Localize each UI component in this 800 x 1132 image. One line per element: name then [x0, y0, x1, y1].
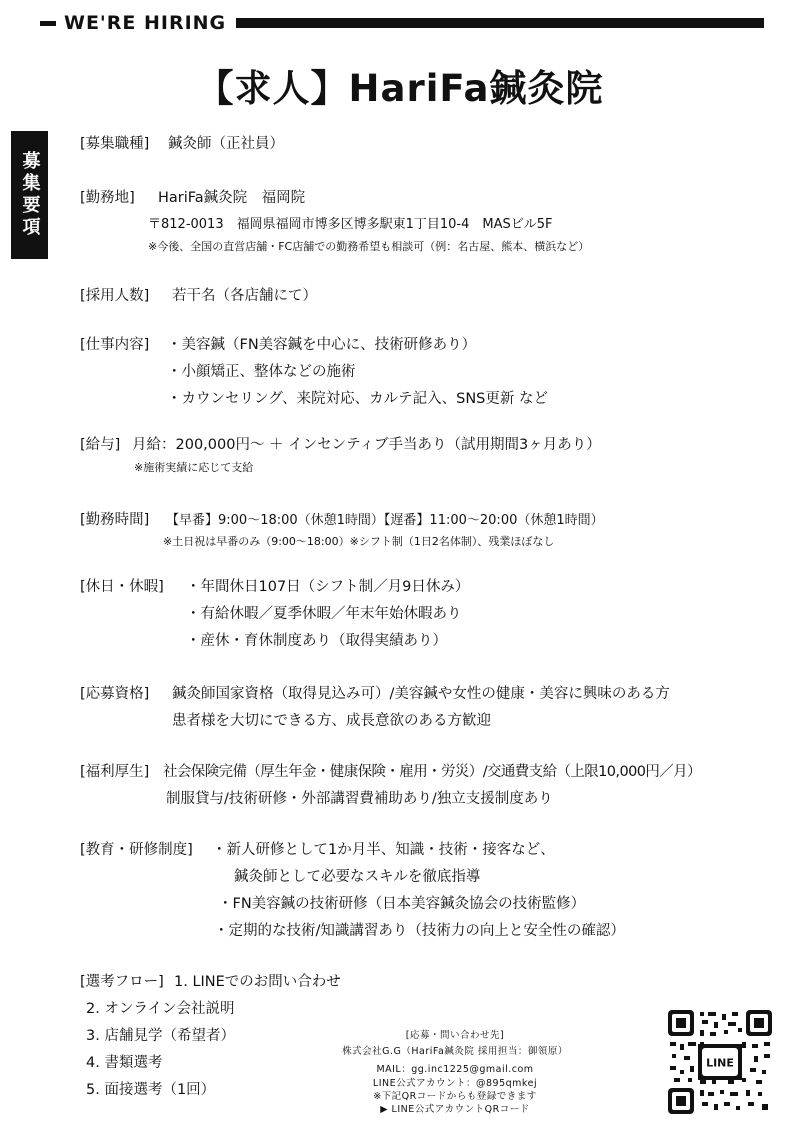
duties-item: ・小顔矯正、整体などの施術 [167, 364, 356, 380]
hours-note: ※土日祝は早番のみ（9:00～18:00）※シフト制（1日2名体制）、残業ほぼなし [163, 535, 555, 548]
qualifications-label: [応募資格] [80, 686, 150, 702]
duties-label: [仕事内容] [80, 337, 150, 353]
salary-text: 月給：200,000円～ ＋ インセンティブ手当あり（試用期間3ヶ月あり） [132, 437, 601, 453]
holidays-item: ・年間休日107日（シフト制／月9日休み） [186, 579, 470, 595]
salary-note: ※施術実績に応じて支給 [134, 461, 254, 474]
workplace-name: HariFa鍼灸院 福岡院 [158, 190, 306, 206]
duties-item: ・美容鍼（FN美容鍼を中心に、技術研修あり） [167, 337, 477, 353]
contact-company: 株式会社G.G（HariFa鍼灸院 採用担当：御領原） [342, 1046, 568, 1057]
contact-line-account: LINE公式アカウント：@895qmkej [372, 1078, 538, 1089]
training-line: ・FN美容鍼の技術研修（日本美容鍼灸協会の技術監修） [218, 896, 586, 912]
holidays-item: ・産休・育休制度あり（取得実績あり） [186, 633, 447, 649]
contact-mail[interactable]: MAIL：gg.inc1225@gmail.com [376, 1064, 534, 1075]
headcount-label: [採用人数] [80, 288, 150, 304]
side-label: 募集要項 [11, 131, 48, 259]
benefits-line: 制服貸与/技術研修・外部講習費補助あり/独立支援制度あり [166, 791, 553, 807]
workplace-label: [勤務地] [80, 190, 135, 206]
benefits-label: [福利厚生] [80, 764, 150, 780]
workplace-note: ※今後、全国の直営店舗・FC店舗での勤務希望も相談可（例：名古屋、熊本、横浜など） [148, 240, 590, 253]
hiring-badge: WE'RE HIRING [64, 12, 227, 34]
header-rule-right [236, 18, 764, 28]
salary-label: [給与] [80, 437, 121, 453]
position-text: 鍼灸師（正社員） [168, 136, 284, 152]
benefits-line: 社会保険完備（厚生年金・健康保険・雇用・労災）/交通費支給（上限10,000円／月） [163, 764, 701, 780]
contact-qr-caption: ▶ LINE公式アカウントQRコード [380, 1104, 530, 1115]
selection-label: [選考フロー] [80, 974, 164, 990]
qualifications-line: 患者様を大切にできる方、成長意欲のある方歓迎 [172, 713, 491, 729]
qr-line-label: LINE [706, 1056, 734, 1070]
training-line: ・新人研修として1か月半、知識・技術・接客など、 [212, 842, 555, 858]
training-line: 鍼灸師として必要なスキルを徹底指導 [234, 869, 481, 885]
hours-label: [勤務時間] [80, 512, 150, 528]
qualifications-line: 鍼灸師国家資格（取得見込み可）/美容鍼や女性の健康・美容に興味のある方 [172, 686, 670, 702]
holidays-label: [休日・休暇] [80, 579, 164, 595]
selection-step: 5. 面接選考（1回） [86, 1082, 216, 1098]
training-label: [教育・研修制度] [80, 842, 193, 858]
position-label: [募集職種] [80, 136, 150, 152]
duties-item: ・カウンセリング、来院対応、カルテ記入、SNS更新 など [167, 391, 548, 407]
selection-step: 2. オンライン会社説明 [86, 1001, 235, 1017]
selection-step: 1. LINEでのお問い合わせ [174, 974, 341, 990]
hours-text: 【早番】9:00～18:00（休憩1時間）【遅番】11:00～20:00（休憩1時間） [166, 513, 604, 528]
header-rule-left [40, 21, 56, 26]
training-line: ・定期的な技術/知識講習あり（技術力の向上と安全性の確認） [214, 923, 625, 939]
selection-step: 4. 書類選考 [86, 1055, 163, 1071]
selection-step: 3. 店舗見学（希望者） [86, 1028, 235, 1044]
holidays-item: ・有給休暇／夏季休暇／年末年始休暇あり [186, 606, 462, 622]
line-qr-code[interactable] [666, 1008, 774, 1116]
contact-heading: [応募・問い合わせ先] [405, 1030, 505, 1041]
headcount-text: 若干名（各店舗にて） [172, 288, 317, 304]
workplace-address: 〒812-0013 福岡県福岡市博多区博多駅東1丁目10-4 MASビル5F [148, 217, 553, 232]
contact-qr-note: ※下記QRコードからも登録できます [373, 1091, 537, 1102]
page-title: 【求人】HariFa鍼灸院 [196, 67, 604, 110]
